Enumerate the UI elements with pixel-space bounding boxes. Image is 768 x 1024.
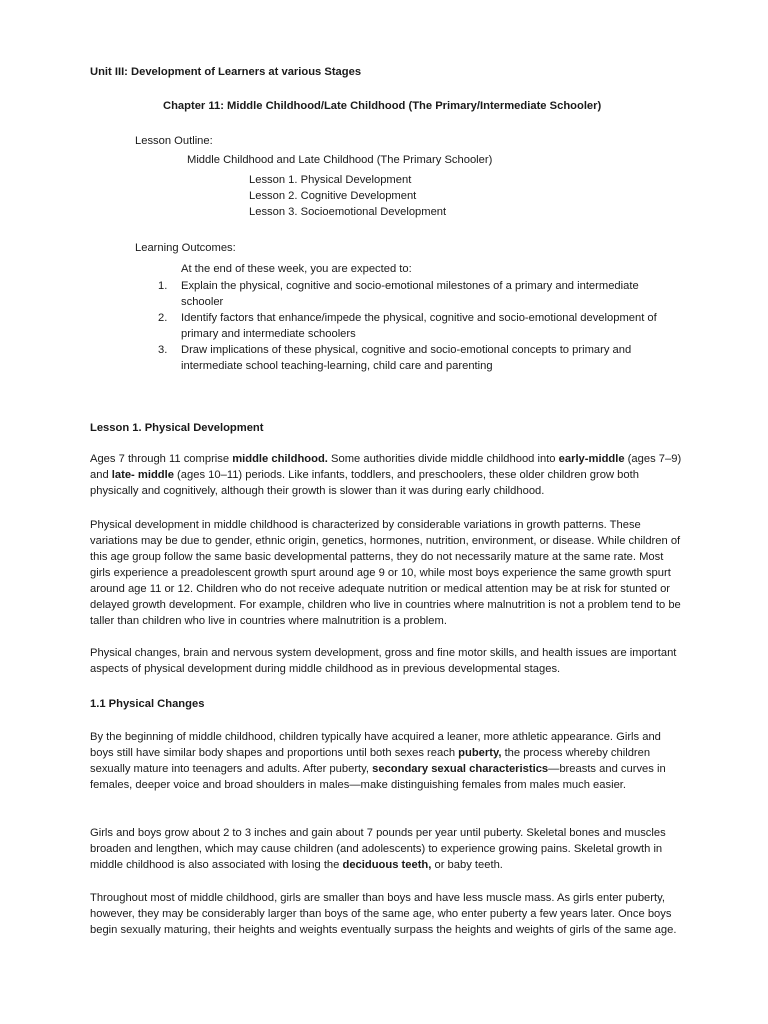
lesson-outline-item: Lesson 1. Physical Development: [249, 174, 412, 186]
list-item: [158, 310, 668, 342]
lesson1-paragraph-1: Ages 7 through 11 comprise middle childhood. Some authorities divide middle childhood into early-middle (ages 7–9) and late- middle (ages 10–11) periods. Like infants, toddlers, and preschoolers, these older children grow both physically and cognitively, although their growth is slower than it was during early childhood.: [90, 453, 682, 497]
list-item-number: 2.: [158, 312, 168, 324]
lesson1-paragraph-3: Physical changes, brain and nervous system development, gross and fine motor skills, and health issues are important aspects of physical development during middle childhood as in previous developmental stages.: [90, 647, 677, 675]
section-1-1-paragraph-1: By the beginning of middle childhood, children typically have acquired a leaner, more athletic appearance. Girls and boys still have similar body shapes and proportions until both sexes reach puberty, the process whereby children sexually mature into teenagers and adults. After puberty, secondary sexual characteristics—breasts and curves in females, deeper voice and broad shoulders in males—make distinguishing females from males much easier.: [90, 731, 666, 791]
lesson-outline-subtitle: Middle Childhood and Late Childhood (The Primary Schooler): [187, 154, 493, 166]
section-1-1-heading: 1.1 Physical Changes: [90, 698, 205, 710]
unit-title: Unit III: Development of Learners at various Stages: [90, 66, 362, 78]
term-puberty: puberty,: [458, 747, 502, 759]
lesson1-paragraph-2: Physical development in middle childhood is characterized by considerable variations in growth patterns. These variations may be due to gender, ethnic origin, genetics, hormones, nutrition, environment, or disease. While children of this age group follow the same basic developmental patterns, they do not necessarily mature at the same rate. Most girls experience a preadolescent growth spurt around age 9 or 10, while most boys experience the same growth spurt around age 11 or 12. Children who do not receive adequate nutrition or medical attention may be at risk for stunted or delayed growth development. For example, children who live in countries where malnutrition is not a problem tend to be taller than children who live in countries where malnutrition is a problem.: [90, 519, 681, 627]
chapter-title: Chapter 11: Middle Childhood/Late Childhood (The Primary/Intermediate Schooler): [163, 100, 602, 112]
list-item-text: Identify factors that enhance/impede the physical, cognitive and socio-emotional development of primary and intermediate schoolers: [181, 312, 657, 340]
section-1-1-paragraph-2: Girls and boys grow about 2 to 3 inches and gain about 7 pounds per year until puberty. Skeletal bones and muscles broaden and lengthen, which may cause children (and adolescents) to experience growing pains. Skeletal growth in middle childhood is also associated with losing the deciduous teeth, or baby teeth.: [90, 827, 666, 871]
list-item-number: 3.: [158, 344, 168, 356]
list-item: [158, 278, 668, 310]
term-middle-childhood: middle childhood.: [232, 453, 328, 465]
lesson1-heading: Lesson 1. Physical Development: [90, 422, 264, 434]
list-item: [158, 342, 668, 374]
term-deciduous-teeth: deciduous teeth,: [342, 859, 432, 871]
lesson-outline-item: Lesson 2. Cognitive Development: [249, 190, 417, 202]
lesson-outline-item: Lesson 3. Socioemotional Development: [249, 206, 447, 218]
term-secondary-sexual-characteristics: secondary sexual characteristics: [372, 763, 549, 775]
term-late-middle: late- middle: [111, 469, 174, 481]
learning-outcomes-intro: At the end of these week, you are expected to:: [181, 263, 412, 275]
list-item-number: 1.: [158, 280, 168, 292]
term-early-middle: early-middle: [558, 453, 625, 465]
learning-outcomes-label: Learning Outcomes:: [135, 242, 236, 254]
section-1-1-paragraph-3: Throughout most of middle childhood, girls are smaller than boys and have less muscle mass. As girls enter puberty, however, they may be considerably larger than boys of the same age, who enter puberty a few years later. Once boys begin sexually maturing, their heights and weights eventually surpass the heights and weights of girls of the same age.: [90, 892, 677, 936]
lesson-outline-label: Lesson Outline:: [135, 135, 213, 147]
list-item-text: Draw implications of these physical, cognitive and socio-emotional concepts to primary and intermediate school teaching-learning, child care and parenting: [181, 344, 632, 372]
learning-outcomes-list: [158, 278, 668, 374]
list-item-text: Explain the physical, cognitive and socio-emotional milestones of a primary and intermediate schooler: [181, 280, 639, 308]
